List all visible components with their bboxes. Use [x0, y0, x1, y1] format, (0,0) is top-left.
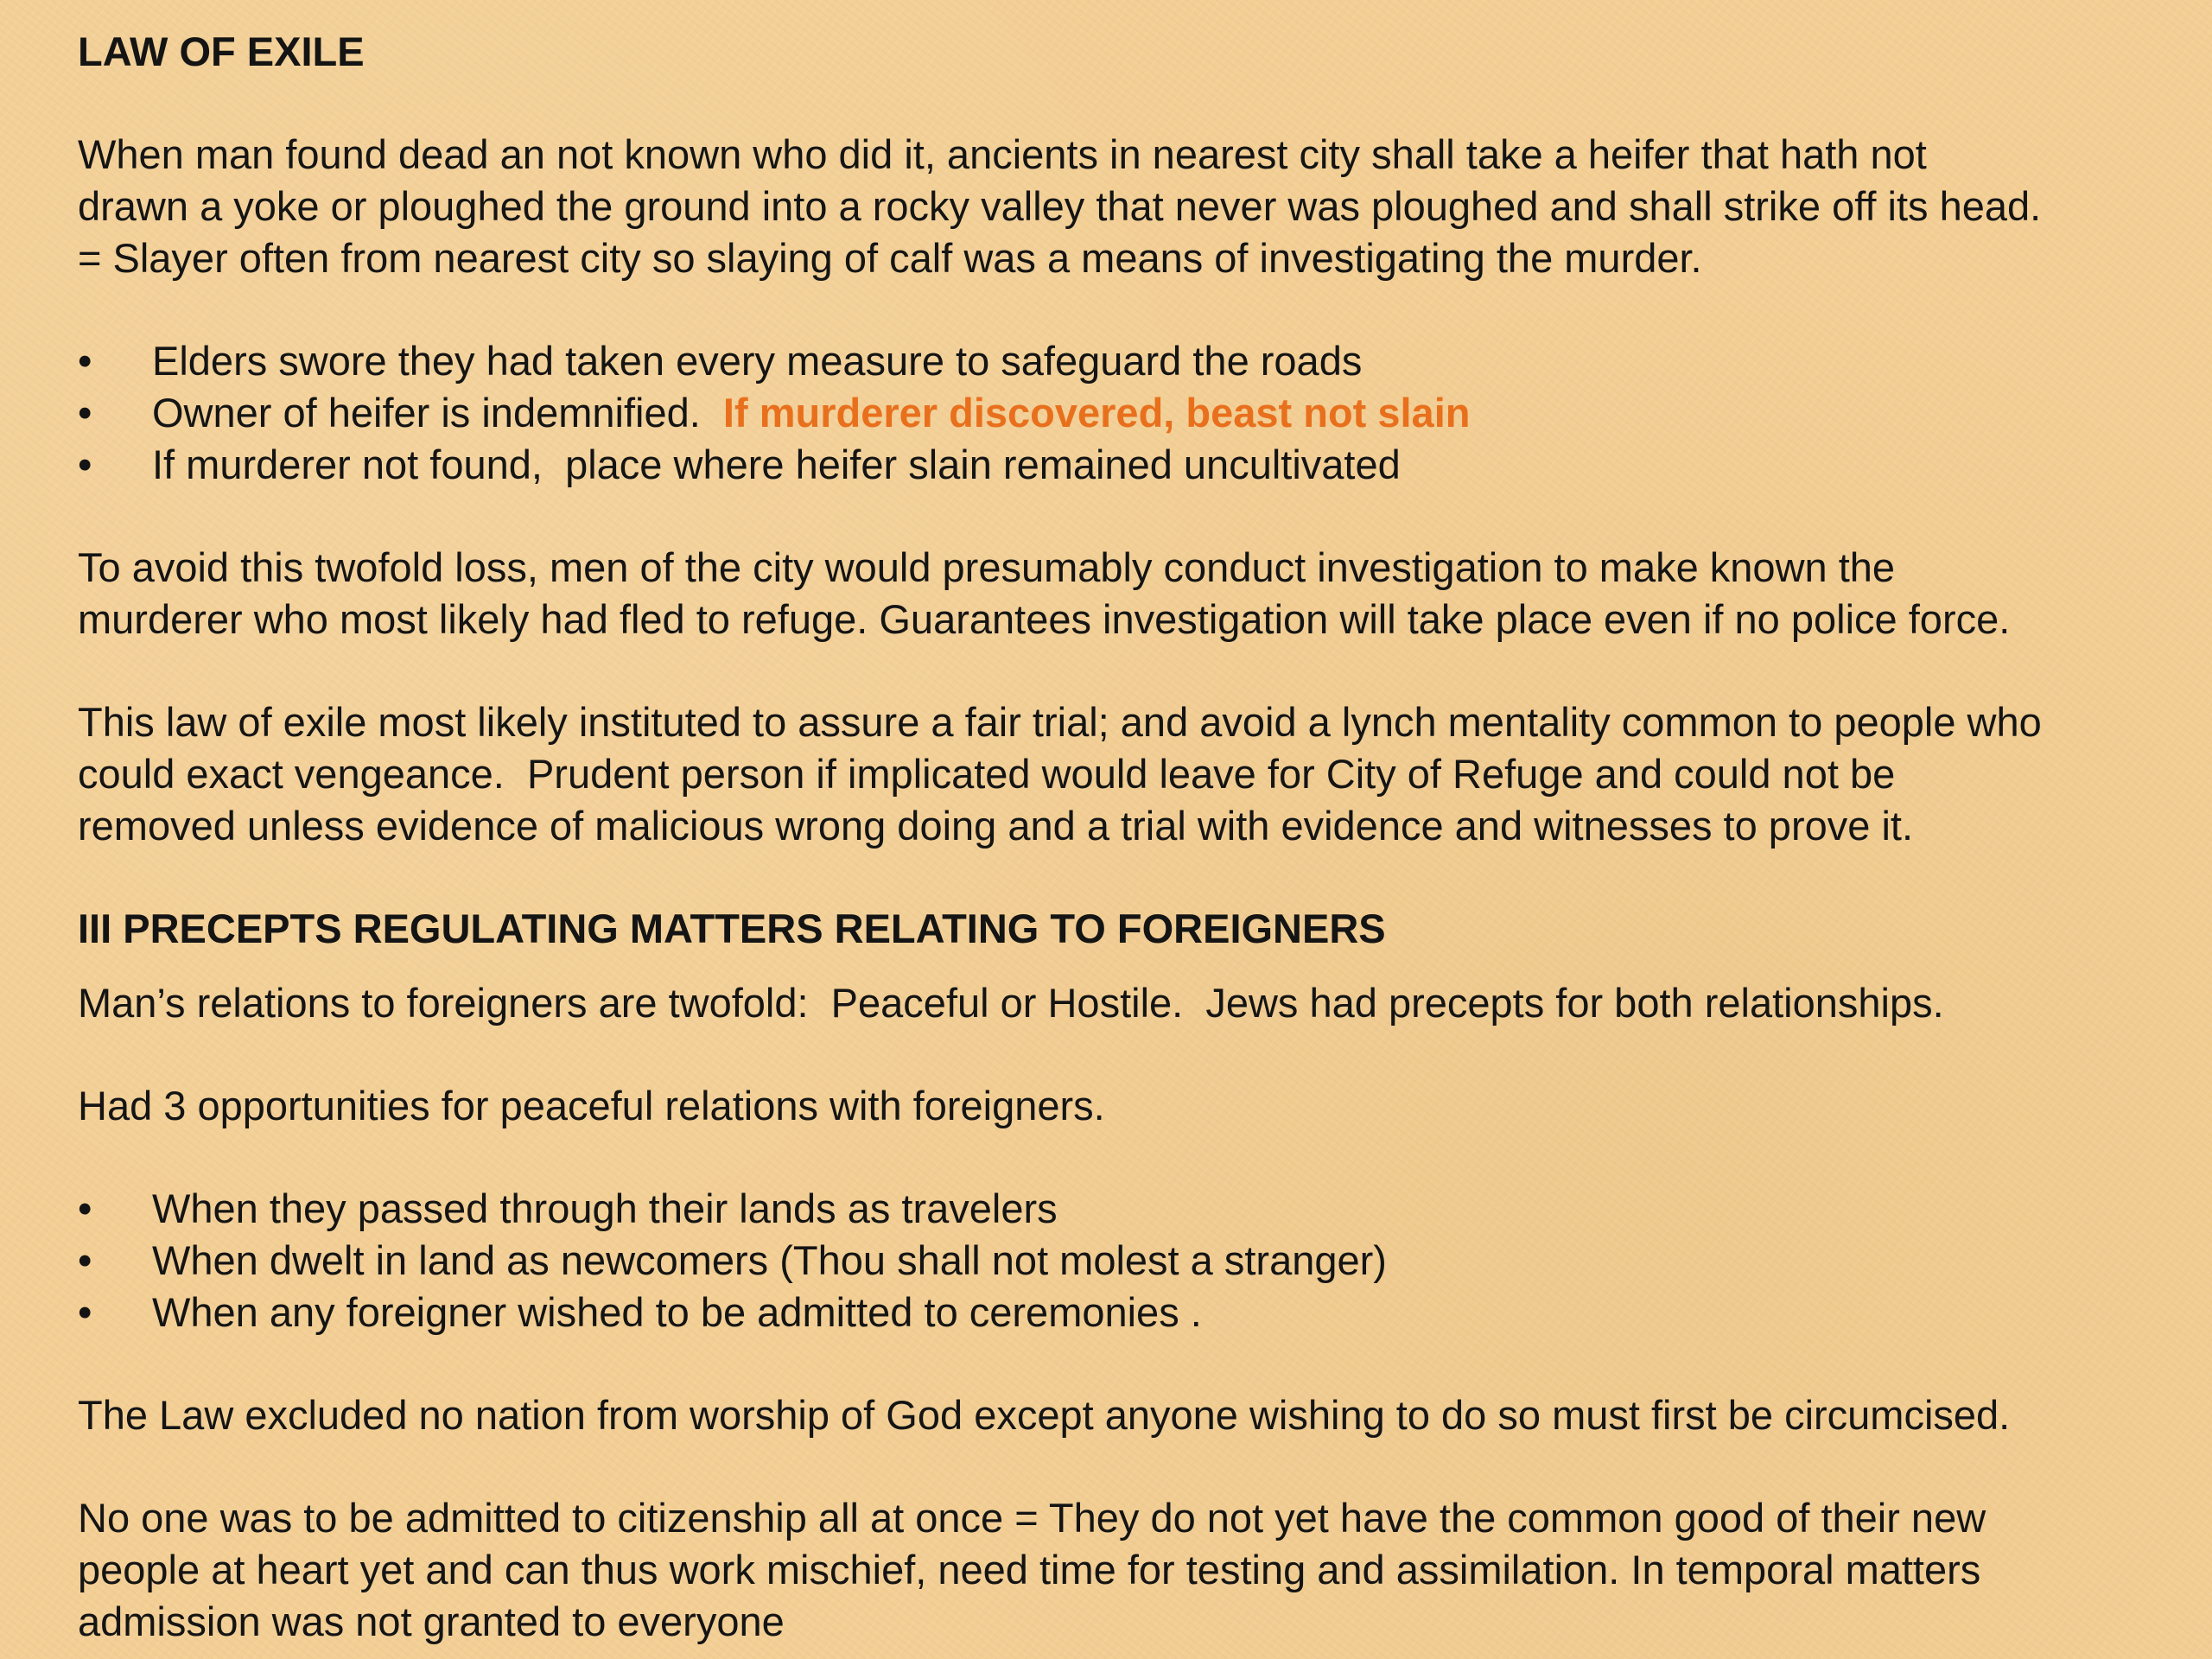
bullet-icon: • [78, 442, 92, 487]
citizenship-paragraph [78, 1492, 2169, 1648]
highlighted-text: If murderer discovered, beast not slain [722, 390, 1471, 435]
law-excluded-paragraph: The Law excluded no nation from worship of God except anyone wishing to do so must first be circumcised. [78, 1392, 2011, 1438]
paragraph-line: admission was not granted to everyone [78, 1599, 785, 1644]
opportunities-paragraph: Had 3 opportunities for peaceful relations with foreigners. [78, 1083, 1105, 1128]
list-item [78, 1287, 2169, 1338]
law-of-exile-intro [78, 129, 2169, 284]
twofold-loss-paragraph [78, 542, 2169, 645]
spacer [78, 491, 2169, 542]
bullet-icon: • [78, 1185, 92, 1231]
paragraph-line: When man found dead an not known who did it, ancients in nearest city shall take a heifer that hath not [78, 131, 1927, 177]
spacer [78, 1029, 2169, 1080]
spacer [78, 284, 2169, 335]
list-item-text: When any foreigner wished to be admitted to ceremonies . [152, 1289, 1202, 1335]
document-page [78, 26, 2169, 1648]
paragraph-line: This law of exile most likely instituted to assure a fair trial; and avoid a lynch mentality common to people who [78, 699, 2042, 745]
paragraph-line: murderer who most likely had fled to refuge. Guarantees investigation will take place even if no police force. [78, 596, 2011, 642]
spacer [78, 645, 2169, 696]
list-item-text: When they passed through their lands as travelers [152, 1185, 1058, 1231]
law-of-exile-bullet-list [78, 335, 2169, 491]
foreigners-heading: III PRECEPTS REGULATING MATTERS RELATING TO FOREIGNERS [78, 906, 1386, 951]
list-item [78, 335, 2169, 387]
spacer [78, 1338, 2169, 1389]
list-item-text-plain: Owner of heifer is indemnified. [152, 390, 723, 435]
spacer [78, 1132, 2169, 1183]
list-item-text: When dwelt in land as newcomers (Thou shall not molest a stranger) [152, 1237, 1387, 1283]
law-of-exile-heading: LAW OF EXILE [78, 29, 365, 74]
bullet-icon: • [78, 1289, 92, 1335]
relations-paragraph: Man’s relations to foreigners are twofold: Peaceful or Hostile. Jews had precepts for both relationships. [78, 980, 1944, 1026]
paragraph-line: drawn a yoke or ploughed the ground into a rocky valley that never was ploughed and shall strike off its head. [78, 183, 2042, 229]
list-item-text: If murderer not found, place where heifer slain remained uncultivated [152, 442, 1401, 487]
list-item [78, 439, 2169, 491]
list-item [78, 1235, 2169, 1287]
paragraph-line: To avoid this twofold loss, men of the city would presumably conduct investigation to make known the [78, 544, 1896, 590]
bullet-icon: • [78, 1237, 92, 1283]
paragraph-line: removed unless evidence of malicious wrong doing and a trial with evidence and witnesses to prove it. [78, 803, 1913, 849]
bullet-icon: • [78, 390, 92, 435]
list-item [78, 387, 2169, 439]
paragraph-line: people at heart yet and can thus work mischief, need time for testing and assimilation. In temporal matters [78, 1547, 1981, 1592]
paragraph-line: = Slayer often from nearest city so slaying of calf was a means of investigating the murder. [78, 235, 1702, 281]
spacer [78, 78, 2169, 129]
list-item [78, 1183, 2169, 1235]
list-item-text: Elders swore they had taken every measure to safeguard the roads [152, 338, 1363, 384]
bullet-icon: • [78, 338, 92, 384]
foreigners-bullet-list [78, 1183, 2169, 1338]
spacer [78, 852, 2169, 903]
fair-trial-paragraph [78, 696, 2169, 852]
list-item-text [152, 387, 1470, 439]
paragraph-line: No one was to be admitted to citizenship all at once = They do not yet have the common good of their new [78, 1495, 1986, 1541]
spacer [78, 1441, 2169, 1492]
paragraph-line: could exact vengeance. Prudent person if implicated would leave for City of Refuge and could not be [78, 751, 1896, 797]
